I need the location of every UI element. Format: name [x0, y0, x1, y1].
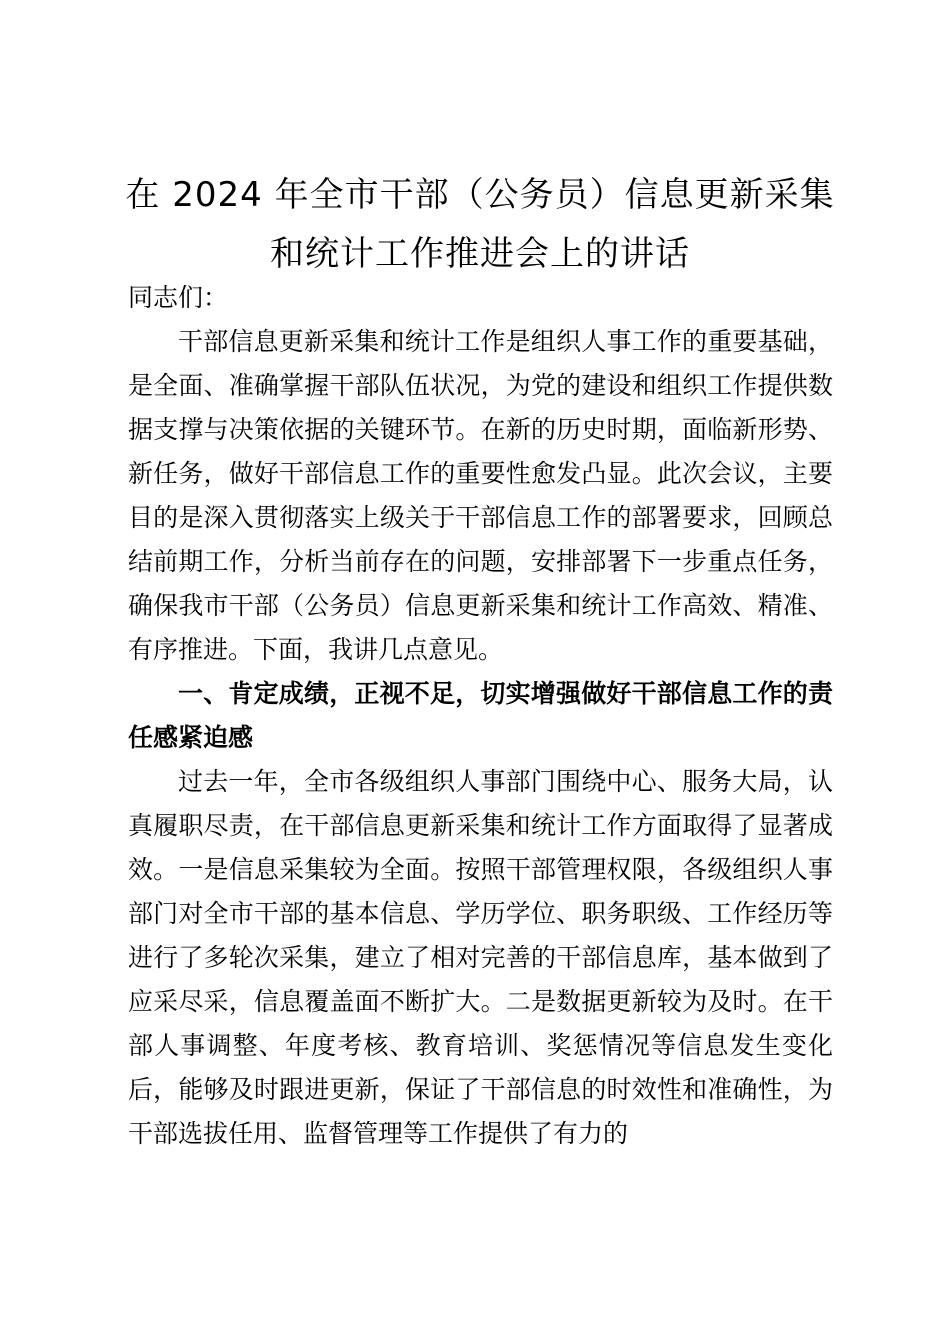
section-heading-1: 一、肯定成绩，正视不足，切实增强做好干部信息工作的责任感紧迫感: [128, 679, 833, 752]
paragraph-intro: 干部信息更新采集和统计工作是组织人事工作的重要基础，是全面、准确掌握干部队伍状况，为党的建设和组织工作提供数据支撑与决策依据的关键环节。在新的历史时期，面临新形势、新任务，做好干部信息工作的重要性愈发凸显。此次会议，主要目的是深入贯彻落实上级关于干部信息工作的部署要求，回顾总结前期工作，分析当前存在的问题，安排部署下一步重点任务，确保我市干部（公务员）信息更新采集和统计工作高效、精准、有序推进。下面，我讲几点意见。: [128, 327, 833, 664]
title-line-1: 在 2024 年全市干部（公务员）信息更新采集: [125, 175, 835, 215]
document-title: [110, 166, 850, 284]
paragraph-achievements: 过去一年，全市各级组织人事部门围绕中心、服务大局，认真履职尽责，在干部信息更新采集和统计工作方面取得了显著成效。一是信息采集较为全面。按照干部管理权限，各级组织人事部门对全市干部的基本信息、学历学位、职务职级、工作经历等进行了多轮次采集，建立了相对完善的干部信息库，基本做到了应采尽采，信息覆盖面不断扩大。二是数据更新较为及时。在干部人事调整、年度考核、教育培训、奖惩情况等信息发生变化后，能够及时跟进更新，保证了干部信息的时效性和准确性，为干部选拔任用、监督管理等工作提供了有力的: [128, 767, 833, 1148]
document-body: [128, 276, 833, 1156]
title-line-2: 和统计工作推进会上的讲话: [270, 234, 690, 274]
salutation: 同志们：: [128, 283, 229, 312]
